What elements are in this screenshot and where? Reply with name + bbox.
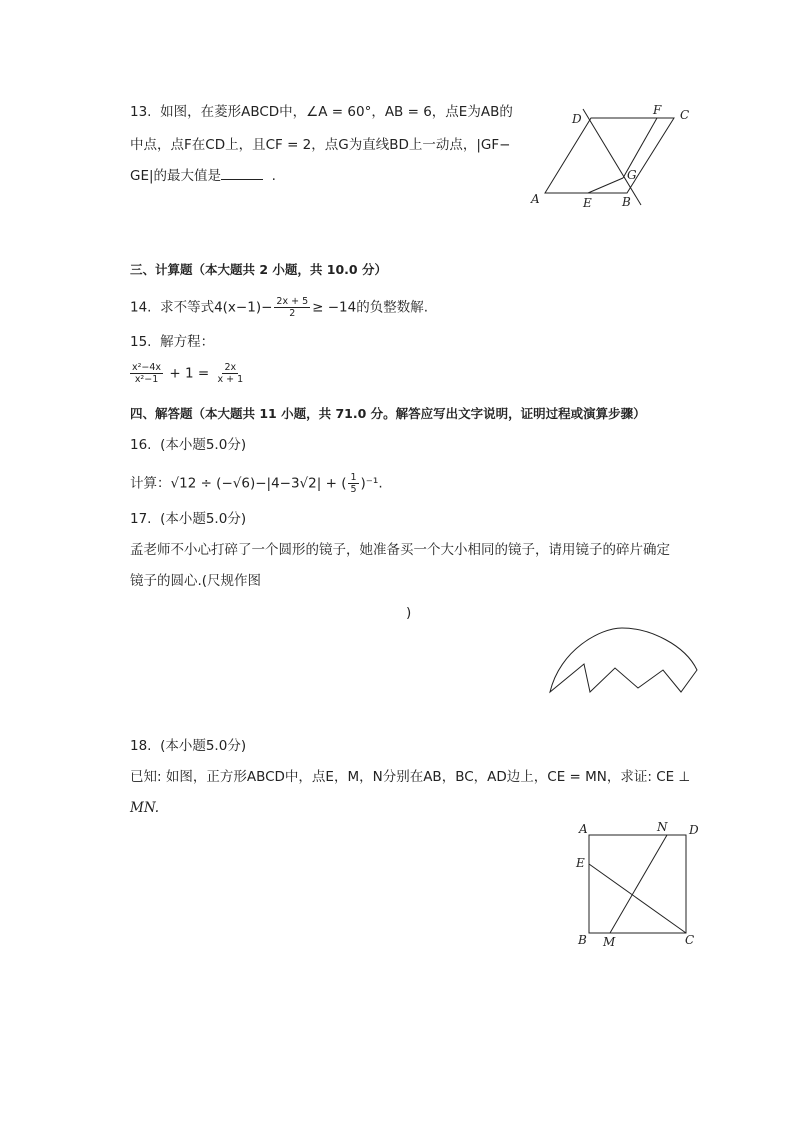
q15-fraction-1	[130, 362, 163, 385]
q14-text	[130, 296, 428, 319]
q15-mid: + 1 =	[169, 365, 210, 382]
q17-line3: )	[406, 605, 412, 621]
q16-score: (本小题5.0分)	[160, 437, 247, 453]
answer-blank[interactable]	[221, 167, 263, 180]
q14-fraction	[274, 296, 310, 319]
q13-line1: 如图，在菱形ABCD中，∠A = 60°，AB = 6，点E为AB的	[160, 104, 513, 120]
q16-heading	[130, 436, 246, 454]
segment-ge	[588, 178, 623, 193]
q18-line1: 已知: 如图，正方形ABCD中，点E，M，N分别在AB，BC，AD边上，CE = MN，求证: CE ⊥	[130, 769, 691, 785]
segment-mn	[610, 835, 667, 933]
q18-line2: MN.	[130, 800, 160, 816]
section4-heading: 四、解答题（本大题共 11 小题，共 71.0 分。解答应写出文字说明，证明过程或演算步骤）	[130, 406, 646, 421]
label-d: D	[572, 112, 582, 126]
label-n: N	[657, 820, 668, 834]
label-e: E	[576, 856, 585, 870]
label-a: A	[531, 192, 540, 206]
label-b: B	[622, 195, 631, 209]
q15-f1-den: x²−1	[134, 374, 159, 385]
segment-gf	[623, 118, 657, 178]
label-g: G	[627, 168, 637, 182]
label-c: C	[685, 933, 695, 947]
q14-post: ≥ −14的负整数解.	[312, 299, 429, 316]
q13-line3-pre: GE|的最大值是	[130, 168, 222, 184]
q16-expr2: )⁻¹.	[360, 475, 383, 492]
q16-pre: 计算：	[130, 475, 171, 492]
segment-ce	[589, 864, 686, 933]
q16-expr1: √12 ÷ (−√6)−|4−3√2| + (	[170, 475, 347, 492]
q16-expression	[130, 472, 383, 495]
q13-number: 13.	[130, 104, 152, 120]
label-b: B	[578, 933, 587, 947]
label-a: A	[579, 822, 588, 836]
line-bd	[583, 109, 641, 205]
q14-frac-den: 2	[289, 308, 296, 319]
q17-line1: 孟老师不小心打碎了一个圆形的镜子，她准备买一个大小相同的镜子，请用镜子的碎片确定	[130, 542, 670, 558]
q15-f2-num: 2x	[224, 362, 237, 373]
q13-line3	[130, 167, 276, 185]
label-f: F	[653, 103, 662, 117]
q13-line3-post: .	[271, 168, 276, 184]
q13-text	[130, 103, 513, 121]
q15-number: 15.	[130, 334, 152, 350]
rhombus-outline	[545, 118, 674, 193]
q15-fraction-2	[215, 362, 245, 385]
q17-number: 17.	[130, 511, 152, 527]
section3-heading: 三、计算题（本大题共 2 小题，共 10.0 分）	[130, 262, 387, 277]
q16-frac-num: 1	[350, 472, 357, 483]
q17-heading	[130, 510, 246, 528]
q14-pre: 求不等式4(x−1)−	[160, 299, 273, 316]
q15-heading	[130, 333, 214, 351]
label-m: M	[603, 935, 616, 949]
label-d: D	[689, 823, 699, 837]
q15-f2-den: x + 1	[217, 374, 244, 385]
q18-score: (本小题5.0分)	[160, 738, 247, 754]
q15-label: 解方程：	[160, 334, 215, 350]
q14-number: 14.	[130, 299, 152, 316]
q18-heading	[130, 737, 246, 755]
q17-line2: 镜子的圆心.(尺规作图	[130, 573, 262, 589]
label-c: C	[680, 108, 690, 122]
q17-score: (本小题5.0分)	[160, 511, 247, 527]
q18-number: 18.	[130, 738, 152, 754]
q15-equation	[128, 362, 247, 385]
q13-line2: 中点，点F在CD上，且CF = 2，点G为直线BD上一动点，|GF−	[130, 137, 511, 153]
q16-number: 16.	[130, 437, 152, 453]
label-e: E	[583, 196, 592, 210]
q14-frac-num: 2x + 5	[276, 296, 309, 307]
mirror-fragment-outline	[550, 628, 697, 692]
q15-f1-num: x²−4x	[132, 362, 162, 373]
q16-frac-den: 5	[350, 484, 357, 495]
square-outline	[589, 835, 686, 933]
q16-fraction	[348, 472, 358, 495]
